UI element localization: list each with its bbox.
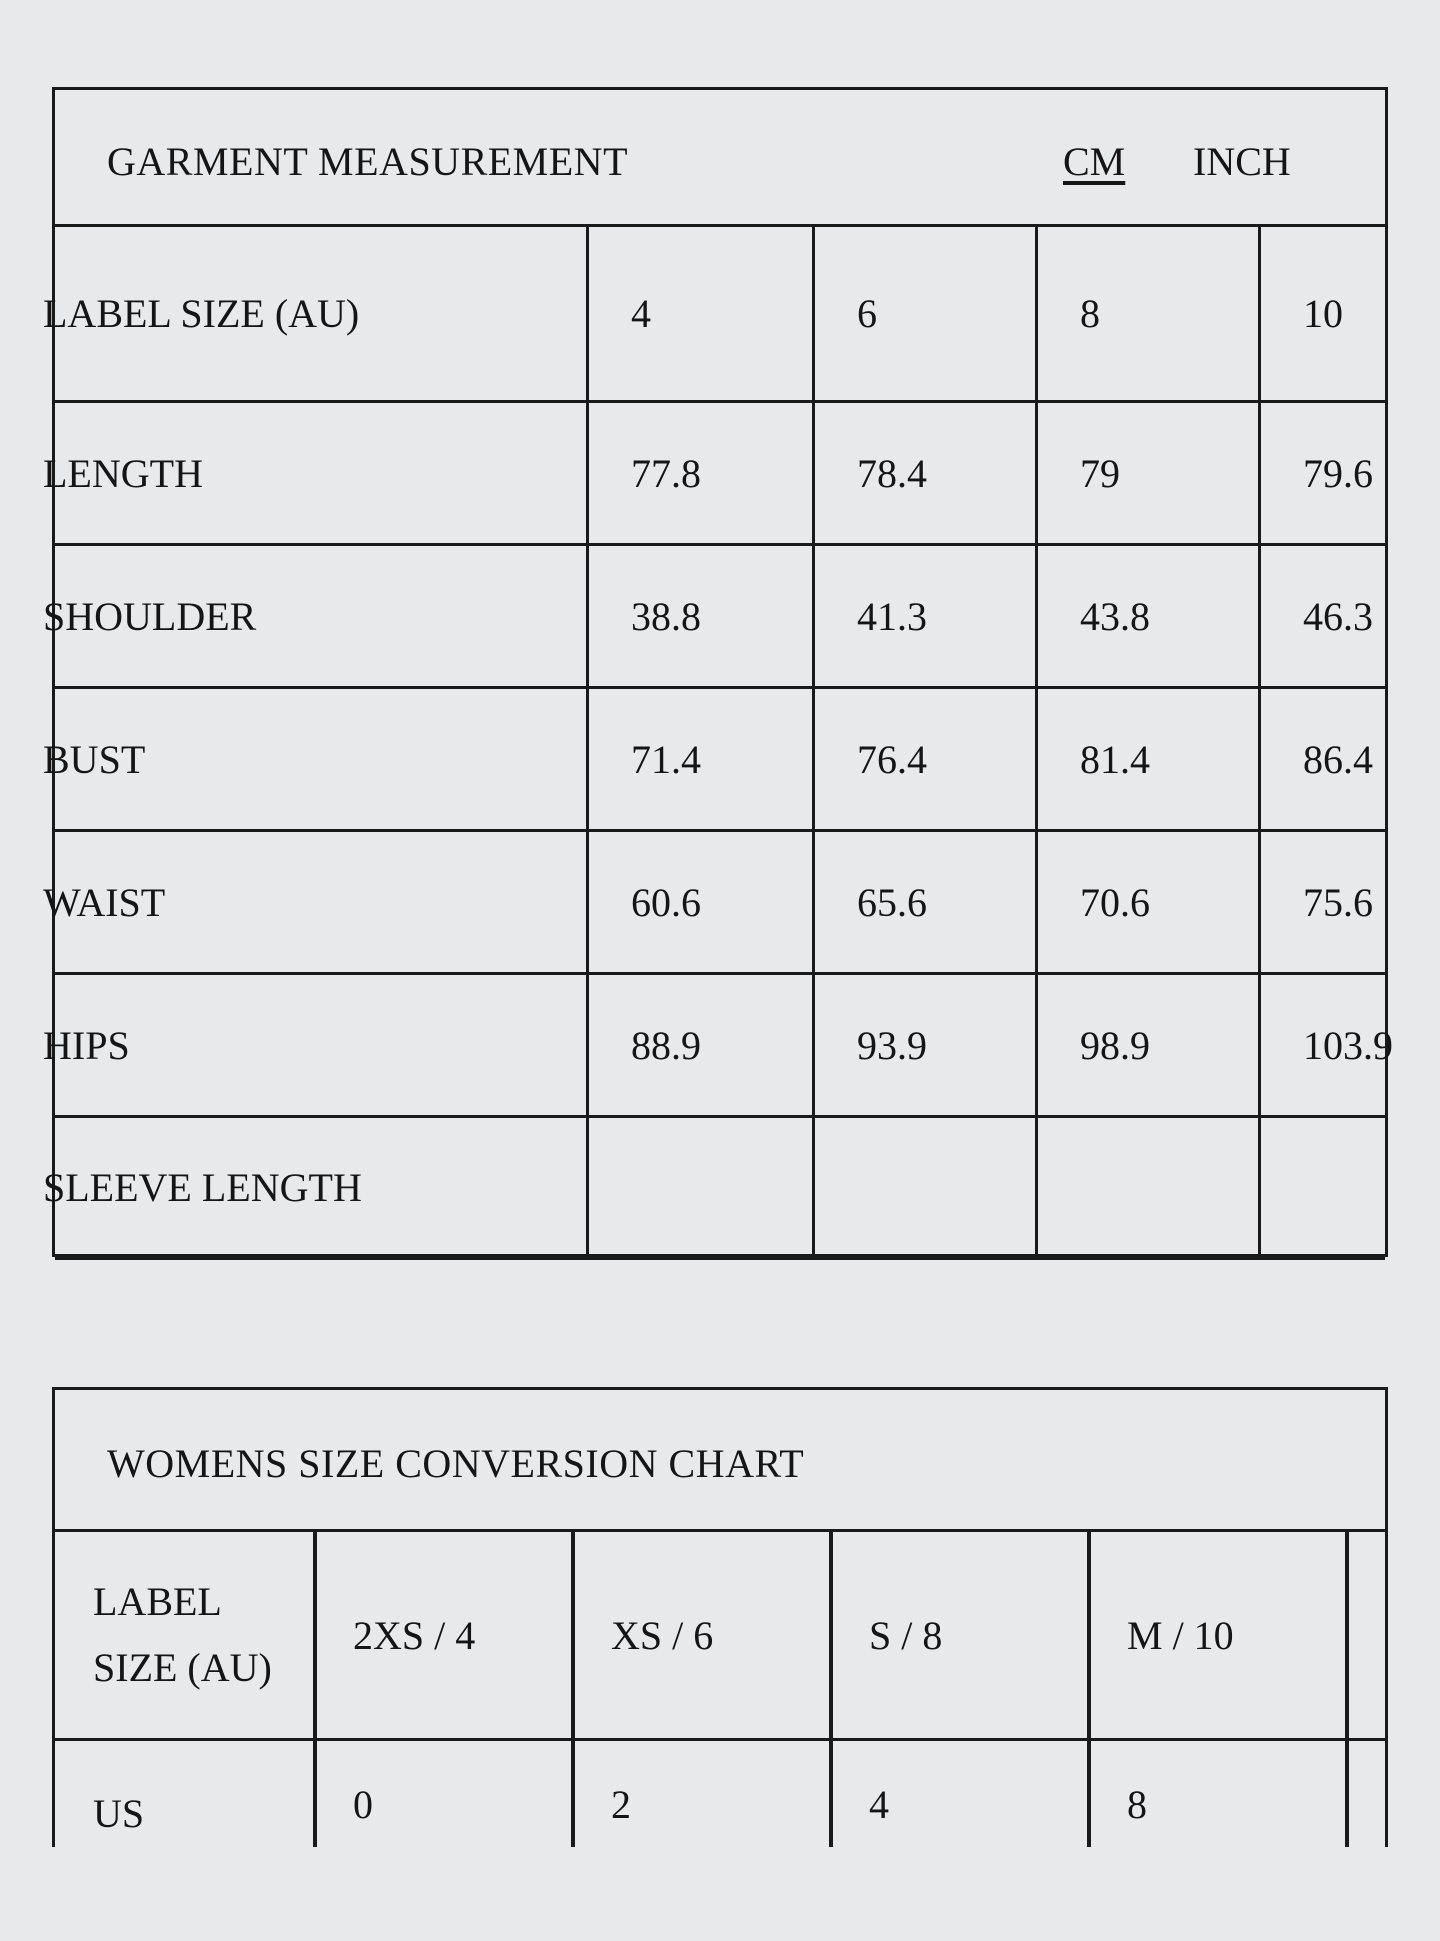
cell-value: 79.6	[1303, 450, 1373, 496]
cell-value: 2	[611, 1782, 631, 1827]
table-row-hips	[43, 975, 1393, 1118]
garment-measurement-header	[55, 90, 1385, 227]
cell-value: 10	[1303, 291, 1343, 336]
column-divider	[1087, 1532, 1091, 1847]
cell-value: 93.9	[857, 1022, 927, 1068]
size-header-cell: 2XS / 4	[353, 1612, 476, 1658]
cell-value: 75.6	[1303, 879, 1373, 925]
column-divider	[1258, 227, 1261, 1254]
column-divider	[1035, 227, 1038, 1254]
cell-value: 46.3	[1303, 593, 1373, 639]
size-conversion-title: WOMENS SIZE CONVERSION CHART	[107, 1441, 805, 1486]
cell-value: 79	[1080, 450, 1120, 496]
cell-value: 86.4	[1303, 736, 1373, 782]
cell-value: 65.6	[857, 879, 927, 925]
cell-value: 38.8	[631, 593, 701, 639]
cell-value: 8	[1080, 291, 1100, 336]
column-divider	[586, 227, 589, 1254]
cell-value: 98.9	[1080, 1022, 1150, 1068]
table-row-bust	[43, 689, 1385, 832]
cell-value: 78.4	[857, 450, 927, 496]
cell-value: 0	[353, 1782, 373, 1827]
cell-value: 88.9	[631, 1022, 701, 1068]
size-header-cell: XS / 6	[611, 1612, 714, 1658]
table-row-us	[55, 1741, 1385, 1941]
garment-measurement-title: GARMENT MEASUREMENT	[107, 139, 629, 184]
cell-value: 8	[1127, 1782, 1147, 1827]
row-label: LABEL SIZE (AU)	[43, 291, 360, 336]
column-divider	[571, 1532, 575, 1847]
table-row-sleeve-length	[43, 1118, 1385, 1260]
cell-value: 60.6	[631, 879, 701, 925]
size-conversion-table	[52, 1387, 1388, 1847]
column-divider	[829, 1532, 833, 1847]
row-label	[93, 1532, 313, 1738]
cell-value: 77.8	[631, 450, 701, 496]
row-label: SLEEVE LENGTH	[43, 1165, 362, 1210]
row-label: BUST	[43, 736, 146, 782]
row-label-line: SIZE (AU)	[93, 1645, 272, 1690]
table-row-shoulder	[43, 546, 1385, 689]
cell-value: 81.4	[1080, 736, 1150, 782]
row-label: LENGTH	[43, 450, 203, 496]
row-label: HIPS	[43, 1022, 130, 1068]
row-label: US	[93, 1791, 145, 1836]
unit-toggle-inch[interactable]: INCH	[1193, 139, 1291, 184]
table-row-length	[43, 403, 1385, 546]
cell-value: 71.4	[631, 736, 701, 782]
garment-measurement-table	[43, 87, 1393, 1257]
column-divider	[812, 227, 815, 1254]
cell-value: 70.6	[1080, 879, 1150, 925]
cell-value: 41.3	[857, 593, 927, 639]
cell-value: 4	[869, 1782, 889, 1827]
table-row-waist	[43, 832, 1385, 975]
cell-value: 76.4	[857, 736, 927, 782]
row-label: WAIST	[43, 879, 166, 925]
cell-value: 43.8	[1080, 593, 1150, 639]
table-row-label-size	[55, 1532, 1385, 1741]
column-divider	[1345, 1532, 1349, 1847]
size-header-cell: S / 8	[869, 1612, 943, 1658]
cell-value: 4	[631, 291, 651, 336]
table-row-label-size	[43, 227, 1385, 403]
row-label: SHOULDER	[43, 593, 257, 639]
row-label-line: LABEL	[93, 1579, 222, 1624]
unit-toggle-cm[interactable]: CM	[1063, 139, 1126, 184]
cell-value: 103.9	[1303, 1022, 1393, 1068]
size-header-cell: M / 10	[1127, 1612, 1234, 1658]
size-conversion-header	[55, 1390, 1385, 1532]
column-divider	[313, 1532, 317, 1847]
cell-value: 6	[857, 291, 877, 336]
